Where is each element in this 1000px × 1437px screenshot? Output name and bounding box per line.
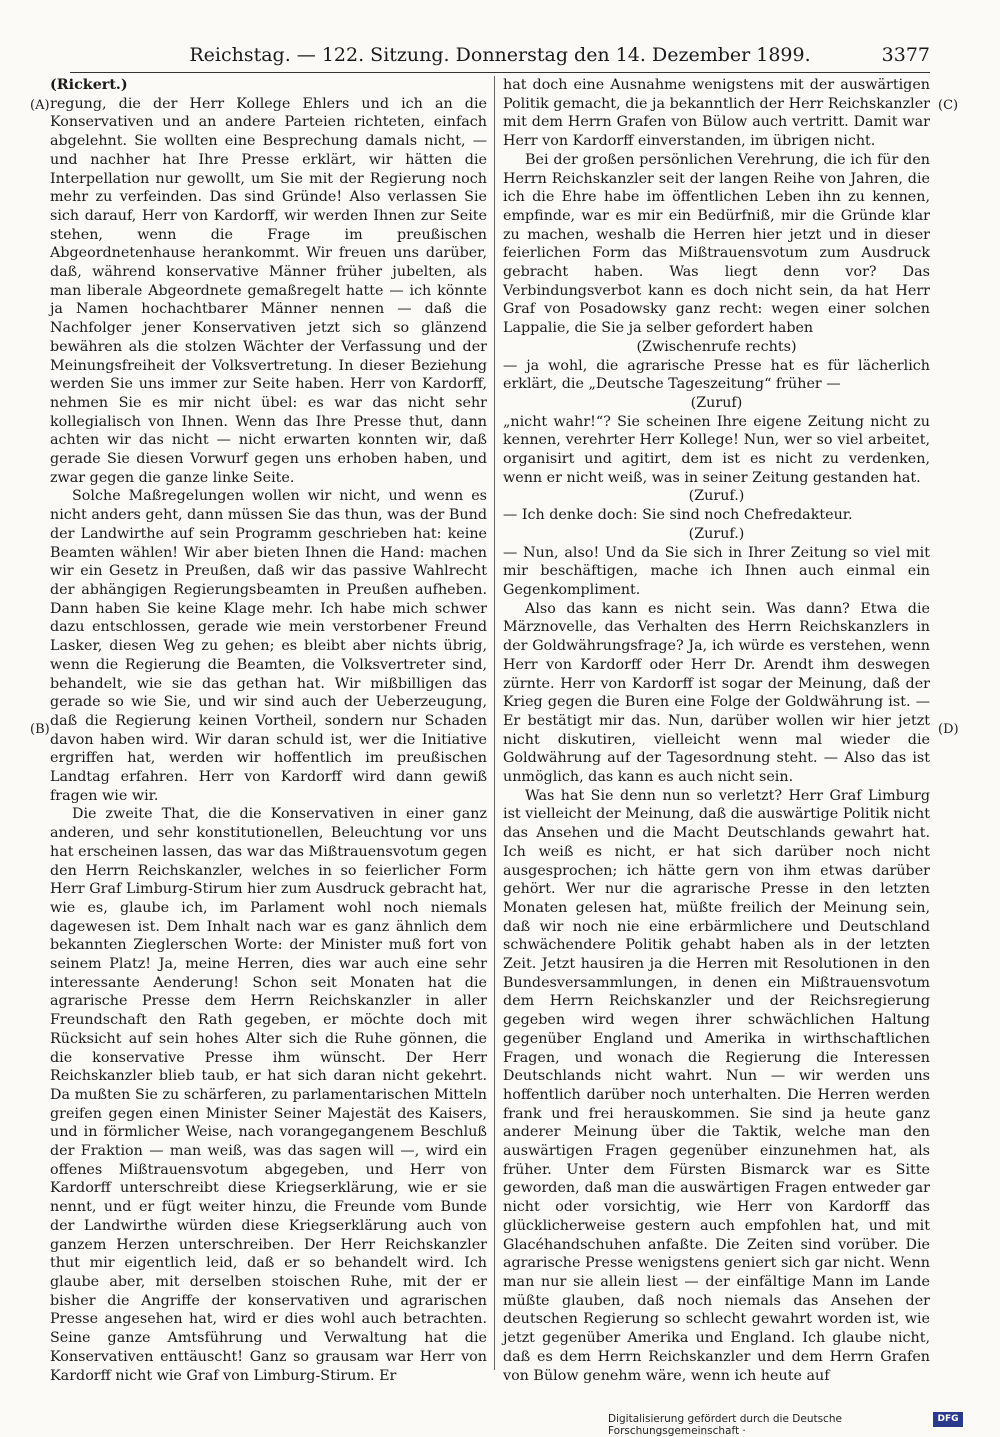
margin-marker-b: (B) (30, 722, 50, 737)
column-divider (494, 76, 495, 1370)
page-header (70, 44, 930, 74)
interjection: (Zuruf.) (688, 525, 745, 542)
dfg-logo: DFG (933, 1412, 963, 1427)
paragraph: — Nun, also! Und da Sie sich in Ihrer Zeitung so viel mit mir beschäftigen, mache ich Ihnen auch einmal ein Gegenkompliment. (503, 544, 930, 598)
paragraph: Also das kann es nicht sein. Was dann? Etwa die Märznovelle, das Verhalten des Herrn Reichskanzlers in der Goldwährungsfrage? Ja, ich würde es verstehen, wenn Herr von Kardorff oder Herr Dr. Arendt ihm deswegen zürnte. Herr von Kardorff ist sogar der Meinung, daß der Krieg gegen die Buren eine Folge der Goldwährung ist. — Er bestätigt mir das. Nun, darüber wollen wir hier jetzt nicht diskutiren, vielleicht wenn mal wieder die Goldwährung auf der Tagesordnung steht. — Also das ist unmöglich, das kann es auch nicht sein. (503, 600, 930, 786)
paragraph: — Ich denke doch: Sie sind noch Chefredakteur. (503, 507, 853, 524)
page-number: 3377 (881, 44, 930, 66)
paragraph: regung, die der Herr Kollege Ehlers und ich an die Konservativen und an andere Parteien richteten, einfach abgelehnt. Sie wollten eine Besprechung damals nicht, — und nachher hat Ihre Presse erklärt, wir hätten die Interpellation nur gewollt, um Sie mit der Regierung noch mehr zu verfeinden. Das sind Gründe! Also verlassen Sie sich darauf, Herr von Kardorff, wir werden Ihnen zur Seite stehen, wenn die Frage im preußischen Abgeordnetenhause herankommt. Wir freuen uns darüber, daß, während konservative Männer früher jubelten, als man liberale Abgeordnete gemaßregelt hatte — ich könnte ja Namen hochachtbarer Männer nennen — daß die Nachfolger jener Konservativen jetzt sich so glänzend bewähren als die stolzen Wächter der Verfassung und der Meinungsfreiheit der Volksvertretung. In dieser Beziehung werden Sie uns immer zur Seite haben. Herr von Kardorff, nehmen Sie es mir nicht übel: es war das nicht sehr kollegialisch von Ihnen. Wenn das Ihre Presse thut, dann achten wir das nicht — nicht erwarten konnten wir, daß gerade Sie diesen Vorwurf gegen uns erhoben haben, und zwar gegen die ganze linke Seite. (50, 95, 487, 486)
footer-credit: Digitalisierung gefördert durch die Deutsche Forschungsgemeinschaft · (608, 1413, 842, 1437)
interjection: (Zuruf.) (688, 488, 745, 505)
margin-marker-a: (A) (30, 98, 50, 113)
interjection: (Zwischenrufe rechts) (636, 338, 797, 355)
interjection: (Zuruf) (690, 394, 743, 411)
footer (608, 1412, 963, 1437)
paragraph: — ja wohl, die agrarische Presse hat es für lächerlich erklärt, die „Deutsche Tageszeitung“ früher — (503, 357, 930, 393)
paragraph: Solche Maßregelungen wollen wir nicht, und wenn es nicht anders geht, dann müssen Sie das thun, was der Bund der Landwirthe auf sein Programm geschrieben hat: keine Beamten wählen! Wir aber bieten Ihnen die Hand: machen wir ein Gesetz in Preußen, daß wir das passive Wahlrecht der abhängigen Regierungsbeamten in Preußen aufheben. Dann haben Sie keine Klage mehr. Ich habe mich schwer dazu entschlossen, gerade wie mein verstorbener Freund Lasker, diesen Weg zu gehen; es bleibt aber nichts übrig, wenn die Regierung die Beamten, die Volksvertreter sind, behandelt, wie sie das gethan hat. Wir mißbilligen das gerade so wie Sie, und wir sind auch der Ueberzeugung, daß die Regierung keinen Vortheil, sondern nur Schaden davon haben wird. Wir daran schuld ist, wer die Initiative ergriffen hat, werden wir hoffentlich im preußischen Landtag erfahren. Herr von Kardorff wird dann gewiß fragen wie wir. (50, 488, 487, 804)
paragraph: „nicht wahr!“? Sie scheinen Ihre eigene Zeitung nicht zu kennen, verehrter Herr Kollege! Nun, wer so viel arbeitet, organisirt und agitirt, dem ist es nicht zu verdenken, wenn er nicht weiß, was in seiner Zeitung gestanden hat. (503, 413, 930, 486)
paragraph: hat doch eine Ausnahme wenigstens mit der auswärtigen Politik gemacht, die ja bekanntlich der Herr Reichskanzler mit dem Herrn Grafen von Bülow auch vertritt. Damit war Herr von Kardorff einverstanden, im übrigen nicht. (503, 77, 930, 150)
header-title: Reichstag. — 122. Sitzung. Donnerstag den 14. Dezember 1899. (189, 44, 811, 66)
speaker-label: (Rickert.) (50, 77, 128, 93)
margin-marker-c: (C) (938, 98, 959, 113)
paragraph: Was hat Sie denn nun so verletzt? Herr Graf Limburg ist vielleicht der Meinung, daß die auswärtige Politik nicht das Ansehen und die Macht Deutschlands gewahrt hat. Ich weiß es nicht, er hat sich darüber noch nicht ausgesprochen; ich hätte gern von ihm etwas darüber gehört. Wer nur die agrarische Presse in den letzten Monaten gelesen hat, müßte freilich der Meinung sein, daß wir noch nie eine erbärmlichere und Deutschland schwächendere Politik gehabt haben als in der letzten Zeit. Jetzt hausiren ja die Herren mit Resolutionen in den Bundesversammlungen, in denen ein Mißtrauensvotum dem Herrn Reichskanzler und der Reichsregierung gegeben wird wegen ihrer schwächlichen Haltung gegenüber England und Amerika in wirthschaftlichen Fragen, und wonach die Regierung die Interessen Deutschlands nicht wahrt. Nun — wir werden uns hoffentlich darüber noch unterhalten. Die Herren werden frank und frei herauskommen. Sie sind ja heute ganz anderer Meinung über die Taktik, welche man den auswärtigen Fragen gegenüber einzunehmen hat, als früher. Unter dem Fürsten Bismarck war es Sitte geworden, daß man die auswärtigen Fragen entweder gar nicht oder vorsichtig, wie Herr von Kardorff das glücklicherweise gestern auch empfohlen hat, und mit Glacéhandschuhen anfaßte. Die Zeiten sind vorüber. Die agrarische Presse wenigstens geniert sich gar nicht. Wenn man nur sie allein liest — der einfältige Mann im Lande müßte glauben, daß noch niemals das Ansehen der deutschen Regierung so schlecht gewahrt worden ist, wie jetzt gegenüber Amerika und England. Ich glaube nicht, daß es dem Herrn Reichskanzler und dem Herrn Grafen von Bülow genehm wäre, wenn ich heute auf (503, 787, 930, 1384)
header-rule (70, 72, 930, 73)
paragraph: Bei der großen persönlichen Verehrung, die ich für den Herrn Reichskanzler seit der langen Reihe von Jahren, die ich die Ehre habe im öffentlichen Leben ihn zu kennen, empfinde, war es mir ein Bedürfniß, mir die Gründe klar zu machen, weshalb die Herren hier jetzt und in dieser feierlichen Form das Mißtrauensvotum zum Ausdruck gebracht haben. Was liegt denn vor? Das Verbindungsverbot kann es doch nicht sein, da hat Herr Graf von Posadowsky ganz recht: wegen einer solchen Lappalie, die Sie ja selber gefordert haben (503, 151, 930, 337)
right-column (503, 76, 930, 1385)
margin-marker-d: (D) (938, 722, 959, 737)
left-column (50, 76, 487, 1385)
paragraph: Die zweite That, die die Konservativen in einer ganz anderen, und sehr konstitutionellen, Beleuchtung vor uns hat erscheinen lassen, das war das Mißtrauensvotum gegen den Herrn Reichskanzler, welches in so feierlicher Form Herr Graf Limburg-Stirum hier zum Ausdruck gebracht hat, wie es, glaube ich, im Parlament wohl noch niemals dagewesen ist. Dem Inhalt nach war es ganz ähnlich dem bekannten Zieglerschen Worte: der Minister muß fort von seinem Platz! Ja, meine Herren, dies war auch eine sehr interessante Aenderung! Schon seit Monaten hat die agrarische Presse dem Herrn Reichskanzler in aller Freundschaft den Rath gegeben, er möchte doch mit Rücksicht auf sein hohes Alter sich die Ruhe gönnen, die die konservative Presse ihm wünscht. Der Herr Reichskanzler blieb taub, er hat sich daran nicht gekehrt. Da mußten Sie zu schärferen, zu parlamentarischen Mitteln greifen gegen einen Minister Seiner Majestät des Kaisers, und in förmlicher Weise, nach vorangegangenem Beschluß der Fraktion — man weiß, was das sagen will —, wird ein offenes Mißtrauensvotum abgegeben, und Herr von Kardorff unterschreibt diese Kriegserklärung, wie er sie nennt, und er fügt weiter hinzu, die Freunde vom Bunde der Landwirthe würden diese Kriegserklärung auch von ganzem Herzen unterschreiben. Der Herr Reichskanzler thut mir eigentlich leid, daß er so behandelt wird. Ich glaube aber, mit derselben stoischen Ruhe, mit der er bisher die Angriffe der konservativen und agrarischen Presse angesehen hat, wird er dies wohl auch betrachten. Seine ganze Amtsführung und Verwaltung hat die Konservativen enttäuscht! Ganz so grausam war Herr von Kardorff nicht wie Graf von Limburg-Stirum. Er (50, 806, 487, 1384)
